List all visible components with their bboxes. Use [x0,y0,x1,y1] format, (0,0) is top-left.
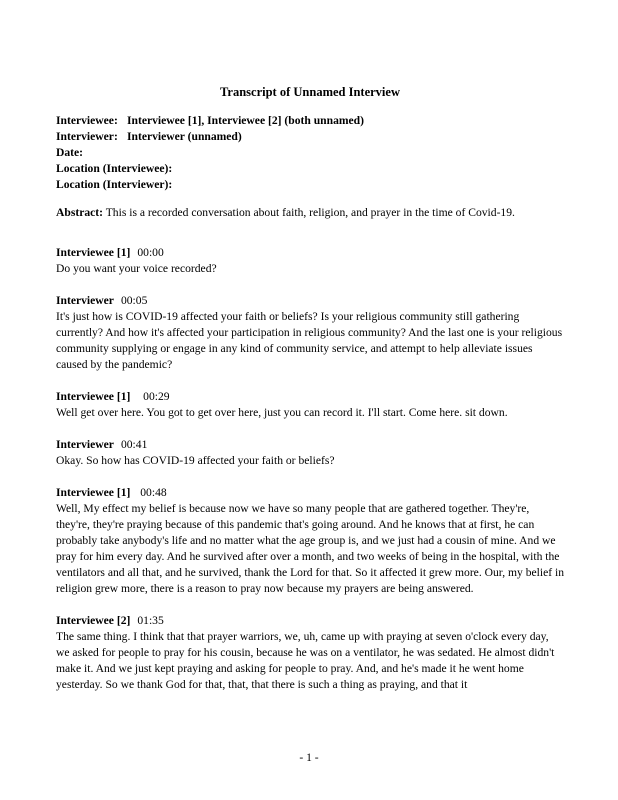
metadata-label: Location (Interviewer): [56,178,173,191]
speaker-label: Interviewer [56,294,114,307]
entry-text: Okay. So how has COVID-19 affected your faith or beliefs? [56,454,335,467]
transcript-entry [56,613,564,693]
metadata-block [56,113,564,193]
entry-heading [56,613,564,629]
page-title: Transcript of Unnamed Interview [220,85,400,99]
speaker-label: Interviewer [56,438,114,451]
abstract-label: Abstract: [56,206,104,219]
metadata-row-location-interviewee [56,161,564,177]
timestamp: 00:48 [137,486,167,499]
transcript-entry [56,293,564,373]
metadata-label: Interviewee: [56,114,118,127]
entry-heading [56,245,564,261]
entry-heading [56,485,564,501]
metadata-value: Interviewer (unnamed) [127,130,242,143]
metadata-row-location-interviewer [56,177,564,193]
abstract-text: This is a recorded conversation about faith, religion, and prayer in the time of Covid-19. [105,206,515,219]
speaker-label: Interviewee [2] [56,614,131,627]
entry-heading [56,437,564,453]
metadata-label: Location (Interviewee): [56,162,173,175]
metadata-row-date [56,145,564,161]
entry-text: The same thing. I think that that prayer warriors, we, uh, came up with praying at seven o'clock every day, we asked for people to pray for his cousin, because he was on a ventilator, he was sedated. He almost didn't make it. And we just kept praying and asking for people to pray. And, and he's made it he went home yesterday. So we thank God for that, that, that there is such a thing as praying, and that it [56,630,555,691]
speaker-label: Interviewee [1] [56,246,131,259]
timestamp: 00:41 [120,438,148,451]
timestamp: 01:35 [137,614,164,627]
entry-heading [56,389,564,405]
transcript-entry [56,389,564,421]
abstract [56,205,564,221]
metadata-value: Interviewee [1], Interviewee [2] (both unnamed) [127,114,364,127]
transcript-entry [56,485,564,597]
metadata-label: Date: [56,146,84,159]
page-number: - 1 - [299,751,319,764]
speaker-label: Interviewee [1] [56,390,131,403]
entry-text: Do you want your voice recorded? [56,262,217,275]
transcript-entry [56,245,564,277]
metadata-label: Interviewer: [56,130,118,143]
timestamp: 00:00 [137,246,164,259]
entry-text: Well get over here. You got to get over here, just you can record it. I'll start. Come here. sit down. [56,406,508,419]
entry-text: Well, My effect my belief is because now we have so many people that are gathered together. They're, they're, they're praying because of this pandemic that's going around. And he knows that at first, he can probably take anybody's life and no matter what the age group is, and we just had a cousin of mine. And we pray for him every day. And he survived after over a month, and two weeks of being in the hospital, with the ventilators and all that, and he survived, thank the Lord for that. So it affected it grew more. Our, my belief in religion grew more, there is a reason to pray now because my prayers are being answered. [56,502,565,595]
transcript [56,245,564,693]
transcript-entry [56,437,564,469]
timestamp: 00:29 [137,390,170,403]
metadata-row-interviewee [56,113,564,129]
timestamp: 00:05 [120,294,148,307]
entry-text: It's just how is COVID-19 affected your faith or beliefs? Is your religious community still gathering currently? And how it's affected your participation in religious community? And the last one is your religious community supplying or engage in any kind of community service, and attempt to help alleviate issues caused by the pandemic? [56,310,563,371]
speaker-label: Interviewee [1] [56,486,131,499]
metadata-row-interviewer [56,129,564,145]
entry-heading [56,293,564,309]
